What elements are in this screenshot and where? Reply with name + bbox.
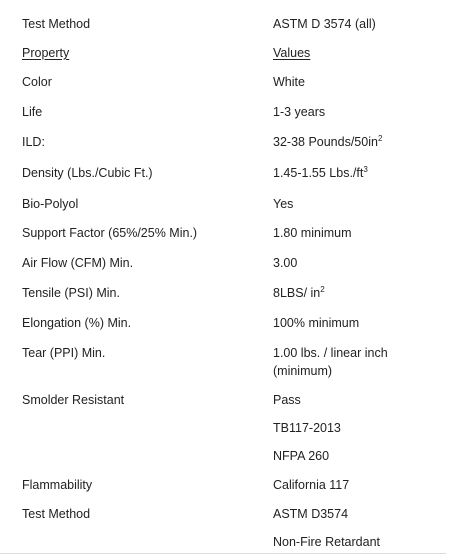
row-property: Tensile (PSI) Min. <box>22 286 120 300</box>
row-value-text: 8LBS/ in <box>273 286 321 300</box>
row-value-superscript: 2 <box>320 285 325 294</box>
row-value: 3.00 <box>273 256 298 270</box>
row-value-text: 32-38 Pounds/50in <box>273 135 378 149</box>
row-property: ILD: <box>22 135 45 149</box>
row-value-with-superscript <box>273 164 463 182</box>
row-property: Smolder Resistant <box>22 393 125 407</box>
row-value: 1.00 lbs. / linear inch (minimum) <box>273 346 388 378</box>
row-value: Non-Fire Retardant <box>273 535 380 549</box>
row-property: Life <box>22 105 43 119</box>
row-value: NFPA 260 <box>273 449 330 463</box>
row-value: 1-3 years <box>273 105 326 119</box>
row-value-text: 1.45-1.55 Lbs./ft <box>273 166 364 180</box>
row-value: 100% minimum <box>273 316 360 330</box>
row-value: TB117-2013 <box>273 421 341 435</box>
row-property: Tear (PPI) Min. <box>22 346 106 360</box>
row-value: California 117 <box>273 478 350 492</box>
values-column-header: Values <box>273 46 311 60</box>
row-value-superscript: 2 <box>377 134 383 143</box>
header-label: Test Method <box>22 17 91 31</box>
row-property: Density (Lbs./Cubic Ft.) <box>22 166 153 180</box>
header-value: ASTM D 3574 (all) <box>273 17 376 31</box>
row-property: Air Flow (CFM) Min. <box>22 256 134 270</box>
row-property: Test Method <box>22 507 91 521</box>
row-property: Bio-Polyol <box>22 197 79 211</box>
row-property: Color <box>22 75 52 89</box>
row-property: Support Factor (65%/25% Min.) <box>22 226 198 240</box>
property-column-header: Property <box>22 46 70 60</box>
row-property: Elongation (%) Min. <box>22 316 132 330</box>
row-value-with-superscript <box>273 284 463 302</box>
row-value: Pass <box>273 393 301 407</box>
row-value: White <box>273 75 305 89</box>
row-value: 1.80 minimum <box>273 226 352 240</box>
row-value-with-superscript <box>273 133 463 151</box>
row-value-superscript: 3 <box>363 165 368 174</box>
row-property: Flammability <box>22 478 93 492</box>
row-value: ASTM D3574 <box>273 507 349 521</box>
row-value: Yes <box>273 197 294 211</box>
bottom-divider <box>0 553 446 554</box>
